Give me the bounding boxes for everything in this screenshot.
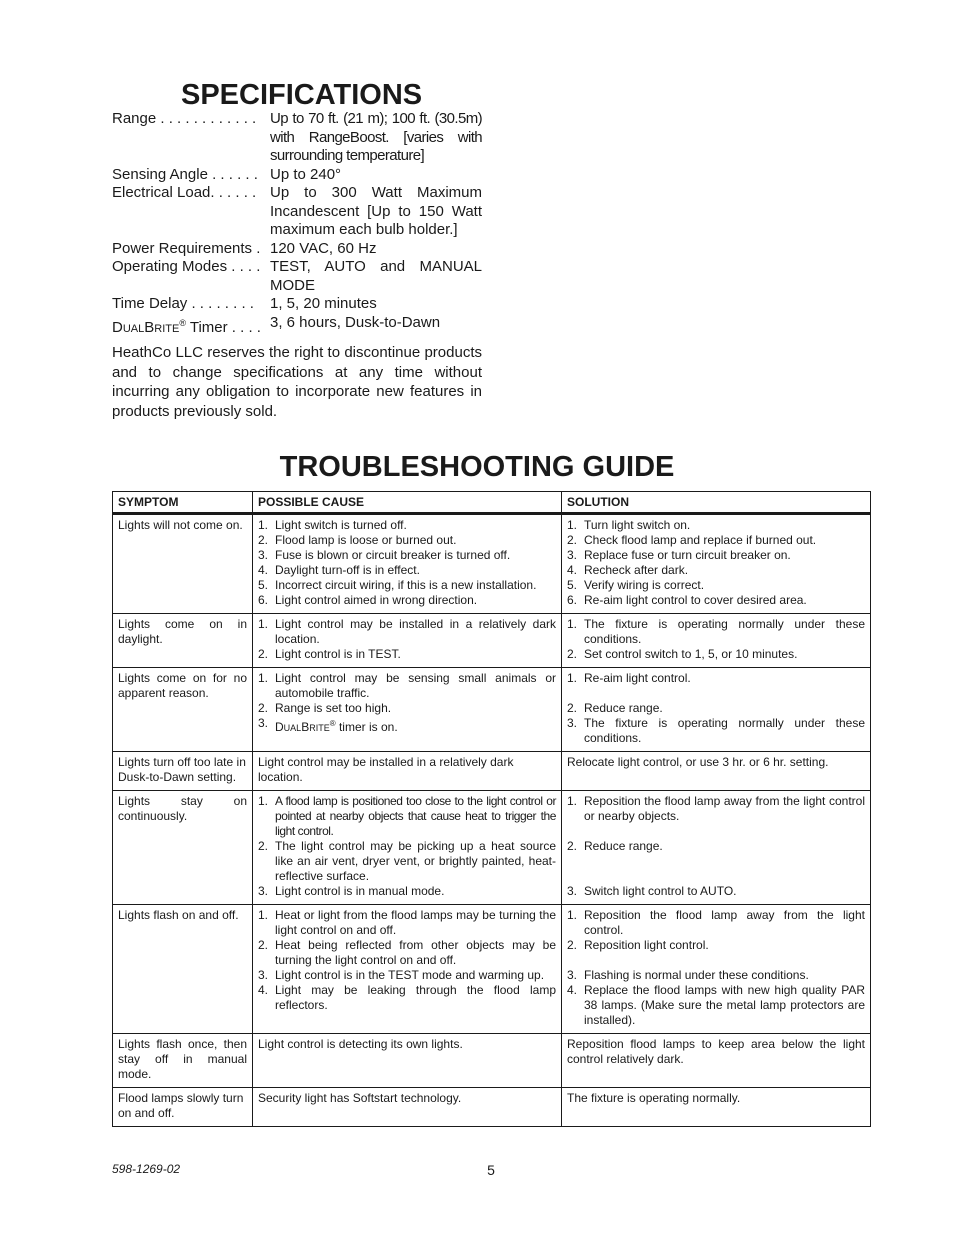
spec-row-power <box>112 240 482 259</box>
header-possible-cause: POSSIBLE CAUSE <box>253 492 562 514</box>
specifications-notice: HeathCo LLC reserves the right to discontinue products and to change specifications at any time without incurring any obligation to incorporate new features in products previously sold. <box>112 344 482 420</box>
list-item: 3. Replace fuse or turn circuit breaker on. <box>567 548 791 562</box>
spec-value: Up to 70 ft. (21 m); 100 ft. (30.5m) with RangeBoost. [varies with surrounding temperature] <box>270 110 482 164</box>
symptom-cell: Lights flash on and off. <box>113 905 253 1034</box>
spec-label: Sensing Angle . . . . . . <box>112 165 258 183</box>
spec-label: Electrical Load. . . . . . <box>112 184 257 201</box>
list-item: 4. Replace the flood lamps with new high quality PAR 38 lamps. (Make sure the metal lamp protectors are installed). <box>567 983 865 1027</box>
list-item: 1. Light control may be installed in a relatively dark location. <box>258 617 556 646</box>
solution-cell <box>562 791 871 905</box>
dualbrite-ual: UAL <box>283 723 302 733</box>
list-item: 2. The light control may be picking up a heat source like an air vent, dryer vent, or brightly painted, heat-reflective surface. <box>258 839 556 883</box>
document-code: 598-1269-02 <box>112 1162 181 1176</box>
list-item: 1. Turn light switch on. <box>567 518 691 532</box>
spec-row-range <box>112 110 482 166</box>
header-symptom: SYMPTOM <box>113 492 253 514</box>
symptom-cell: Lights will not come on. <box>113 514 253 614</box>
table-row <box>113 752 871 791</box>
list-item: 4. Recheck after dark. <box>567 563 689 577</box>
table-row <box>113 1034 871 1088</box>
table-row <box>113 791 871 905</box>
cause-cell: Security light has Softstart technology. <box>253 1088 562 1127</box>
table-row <box>113 905 871 1034</box>
spec-row-sensing-angle <box>112 166 482 185</box>
registered-mark: ® <box>329 719 336 728</box>
symptom-cell: Lights turn off too late in Dusk-to-Dawn setting. <box>113 752 253 791</box>
cause-cell <box>253 905 562 1034</box>
dualbrite-b: B <box>144 318 155 336</box>
troubleshooting-table <box>112 491 871 1127</box>
list-item: 3. Light control is in the TEST mode and warming up. <box>258 968 545 982</box>
table-row <box>113 514 871 614</box>
solution-cell <box>562 905 871 1034</box>
spec-row-electrical-load <box>112 184 482 240</box>
list-item: 4. Light may be leaking through the flood lamp reflectors. <box>258 983 556 1012</box>
list-item: 1. The fixture is operating normally under these conditions. <box>567 617 865 646</box>
timer-label-rest: Timer . . . . <box>185 318 261 336</box>
dualbrite-b: B <box>301 720 310 734</box>
list-item: 2. Reposition light control. <box>567 938 709 952</box>
spec-label: Range . . . . . . . . . . . . <box>112 110 257 127</box>
dualbrite-rite: RITE <box>154 322 180 335</box>
list-spacer <box>567 869 865 884</box>
table-row <box>113 668 871 752</box>
spec-label: Power Requirements . <box>112 239 261 257</box>
table-header-row <box>113 492 871 514</box>
spec-value: Up to 300 Watt Maximum Incandescent [Up to 150 Watt maximum each bulb holder.] <box>270 184 482 238</box>
list-item: 2. Reduce range. <box>567 701 663 715</box>
symptom-cell: Lights come on for no apparent reason. <box>113 668 253 752</box>
list-item: 3. The fixture is operating normally under these conditions. <box>567 716 865 745</box>
table-row <box>113 1088 871 1127</box>
list-item: 1. Reposition the flood lamp away from the light control or nearby objects. <box>567 794 865 823</box>
dualbrite-d: D <box>112 318 123 336</box>
solution-cell <box>562 668 871 752</box>
cause-cell <box>253 791 562 905</box>
cause-cell: Light control may be installed in a relatively dark location. <box>253 752 562 791</box>
spec-label <box>112 314 270 339</box>
spec-value: 3, 6 hours, Dusk-to-Dawn <box>270 313 441 331</box>
symptom-cell: Lights stay on continuously. <box>113 791 253 905</box>
list-item: 2. Reduce range. <box>567 839 663 853</box>
registered-mark: ® <box>179 317 186 328</box>
list-item: 3. Fuse is blown or circuit breaker is turned off. <box>258 548 511 562</box>
spec-row-time-delay <box>112 295 482 314</box>
header-solution: SOLUTION <box>562 492 871 514</box>
spec-value: 120 VAC, 60 Hz <box>270 239 377 257</box>
spec-row-operating-modes <box>112 258 482 295</box>
solution-cell <box>562 614 871 668</box>
list-item: 6. Light control aimed in wrong direction. <box>258 593 478 607</box>
list-item: 5. Verify wiring is correct. <box>567 578 705 592</box>
cause-cell <box>253 614 562 668</box>
dualbrite-ual: UAL <box>122 322 145 335</box>
list-item: 1. Re-aim light control. <box>567 671 691 685</box>
specifications-list <box>112 110 482 338</box>
list-item: 2. Set control switch to 1, 5, or 10 minutes. <box>567 647 798 661</box>
list-item: 1. Light switch is turned off. <box>258 518 407 532</box>
list-item: 2. Heat being reflected from other objects may be turning the light control on and off. <box>258 938 556 967</box>
spec-row-dualbrite-timer <box>112 314 482 339</box>
list-item: 3. Light control is in manual mode. <box>258 884 445 898</box>
dualbrite-d: D <box>275 720 284 734</box>
spec-value: Up to 240° <box>270 165 342 183</box>
list-item: 6. Re-aim light control to cover desired area. <box>567 593 807 607</box>
solution-cell <box>562 514 871 614</box>
cause-cell <box>253 514 562 614</box>
solution-cell: The fixture is operating normally. <box>562 1088 871 1127</box>
list-item: 2. Flood lamp is loose or burned out. <box>258 533 457 547</box>
list-item: 3. Flashing is normal under these conditions. <box>567 968 809 982</box>
list-item: 2. Light control is in TEST. <box>258 647 401 661</box>
cause-cell <box>253 668 562 752</box>
spec-label: Operating Modes . . . . <box>112 258 261 275</box>
troubleshooting-title: TROUBLESHOOTING GUIDE <box>279 451 675 483</box>
list-item: 5. Incorrect circuit wiring, if this is a new installation. <box>258 578 537 592</box>
solution-cell: Relocate light control, or use 3 hr. or 6 hr. setting. <box>562 752 871 791</box>
symptom-cell: Flood lamps slowly turn on and off. <box>113 1088 253 1127</box>
list-item: 2. Range is set too high. <box>258 701 392 715</box>
table-row <box>113 614 871 668</box>
spec-label: Time Delay . . . . . . . . <box>112 295 254 312</box>
list-item: 2. Check flood lamp and replace if burned out. <box>567 533 817 547</box>
list-item: 1. Heat or light from the flood lamps may be turning the light control on and off. <box>258 908 556 937</box>
list-item: 1. A flood lamp is positioned too close to the light control or pointed at nearby objects that cause heat to trigger the light control. <box>258 794 556 838</box>
list-spacer <box>567 953 865 968</box>
list-item: 3. Switch light control to AUTO. <box>567 884 737 898</box>
list-item: 1. Light control may be sensing small animals or automobile traffic. <box>258 671 556 700</box>
symptom-cell: Lights come on in daylight. <box>113 614 253 668</box>
list-spacer <box>567 824 865 839</box>
solution-cell: Reposition flood lamps to keep area below the light control relatively dark. <box>562 1034 871 1088</box>
cause-cell: Light control is detecting its own lights. <box>253 1034 562 1088</box>
list-spacer <box>567 854 865 869</box>
list-spacer <box>567 686 865 701</box>
dualbrite-rite: RITE <box>309 723 330 733</box>
list-item: 3. DUALBRITE® timer is on. <box>258 716 398 734</box>
spec-value: 1, 5, 20 minutes <box>270 295 377 312</box>
list-item: 1. Reposition the flood lamp away from the light control. <box>567 908 865 937</box>
list-item: 4. Daylight turn-off is in effect. <box>258 563 420 577</box>
page-number: 5 <box>487 1162 495 1178</box>
specifications-title: SPECIFICATIONS <box>181 79 423 111</box>
symptom-cell: Lights flash once, then stay off in manual mode. <box>113 1034 253 1088</box>
spec-value: TEST, AUTO and MANUAL MODE <box>270 258 482 294</box>
